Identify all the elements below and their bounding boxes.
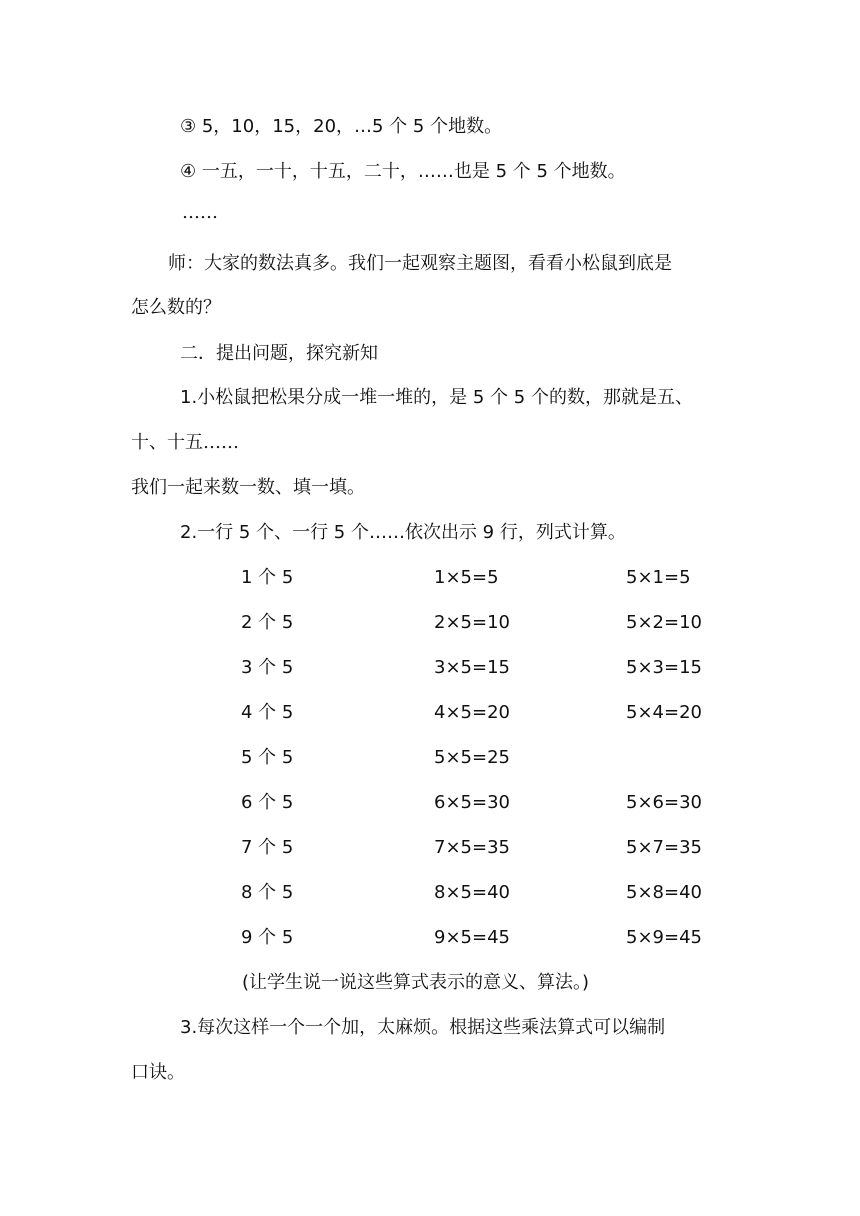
count-cell: 6 个 5: [241, 792, 294, 813]
count-cell: 5 个 5: [241, 747, 294, 768]
ellipsis-line: ……: [182, 202, 218, 223]
count-cell: 3 个 5: [241, 657, 294, 678]
step-1-line-2: 十、十五……: [131, 432, 239, 453]
method-4-line: ④ 一五，一十，十五，二十，……也是 5 个 5 个地数。: [180, 161, 626, 182]
equation-cell: 7×5=35: [434, 837, 510, 858]
equation-cell: 4×5=20: [434, 702, 510, 723]
commuted-equation-cell: 5×1=5: [626, 567, 691, 588]
equation-cell: 1×5=5: [434, 567, 499, 588]
step-1-line-3: 我们一起来数一数、填一填。: [131, 477, 365, 498]
equation-cell: 8×5=40: [434, 882, 510, 903]
commuted-equation-cell: 5×9=45: [626, 927, 702, 948]
teacher-remark-line-1: 师：大家的数法真多。我们一起观察主题图，看看小松鼠到底是: [168, 253, 672, 274]
commuted-equation-cell: 5×7=35: [626, 837, 702, 858]
step-2-line: 2.一行 5 个、一行 5 个……依次出示 9 行，列式计算。: [180, 522, 626, 543]
count-cell: 2 个 5: [241, 612, 294, 633]
teacher-remark-line-2: 怎么数的？: [131, 297, 221, 318]
section-heading: 二．提出问题，探究新知: [180, 343, 378, 364]
commuted-equation-cell: 5×6=30: [626, 792, 702, 813]
count-cell: 8 个 5: [241, 882, 294, 903]
equation-cell: 3×5=15: [434, 657, 510, 678]
equation-cell: 9×5=45: [434, 927, 510, 948]
count-cell: 4 个 5: [241, 702, 294, 723]
equation-cell: 5×5=25: [434, 747, 510, 768]
equation-cell: 2×5=10: [434, 612, 510, 633]
count-cell: 1 个 5: [241, 567, 294, 588]
step-1-line-1: 1.小松鼠把松果分成一堆一堆的，是 5 个 5 个的数，那就是五、: [180, 387, 693, 408]
method-3-line: ③ 5，10，15，20，…5 个 5 个地数。: [180, 116, 503, 137]
equation-cell: 6×5=30: [434, 792, 510, 813]
commuted-equation-cell: 5×8=40: [626, 882, 702, 903]
instruction-note: (让学生说一说这些算式表示的意义、算法。): [242, 972, 590, 993]
commuted-equation-cell: 5×3=15: [626, 657, 702, 678]
count-cell: 9 个 5: [241, 927, 294, 948]
step-3-line-2: 口诀。: [131, 1062, 185, 1083]
step-3-line-1: 3.每次这样一个一个加，太麻烦。根据这些乘法算式可以编制: [180, 1017, 666, 1038]
count-cell: 7 个 5: [241, 837, 294, 858]
commuted-equation-cell: 5×4=20: [626, 702, 702, 723]
commuted-equation-cell: 5×2=10: [626, 612, 702, 633]
